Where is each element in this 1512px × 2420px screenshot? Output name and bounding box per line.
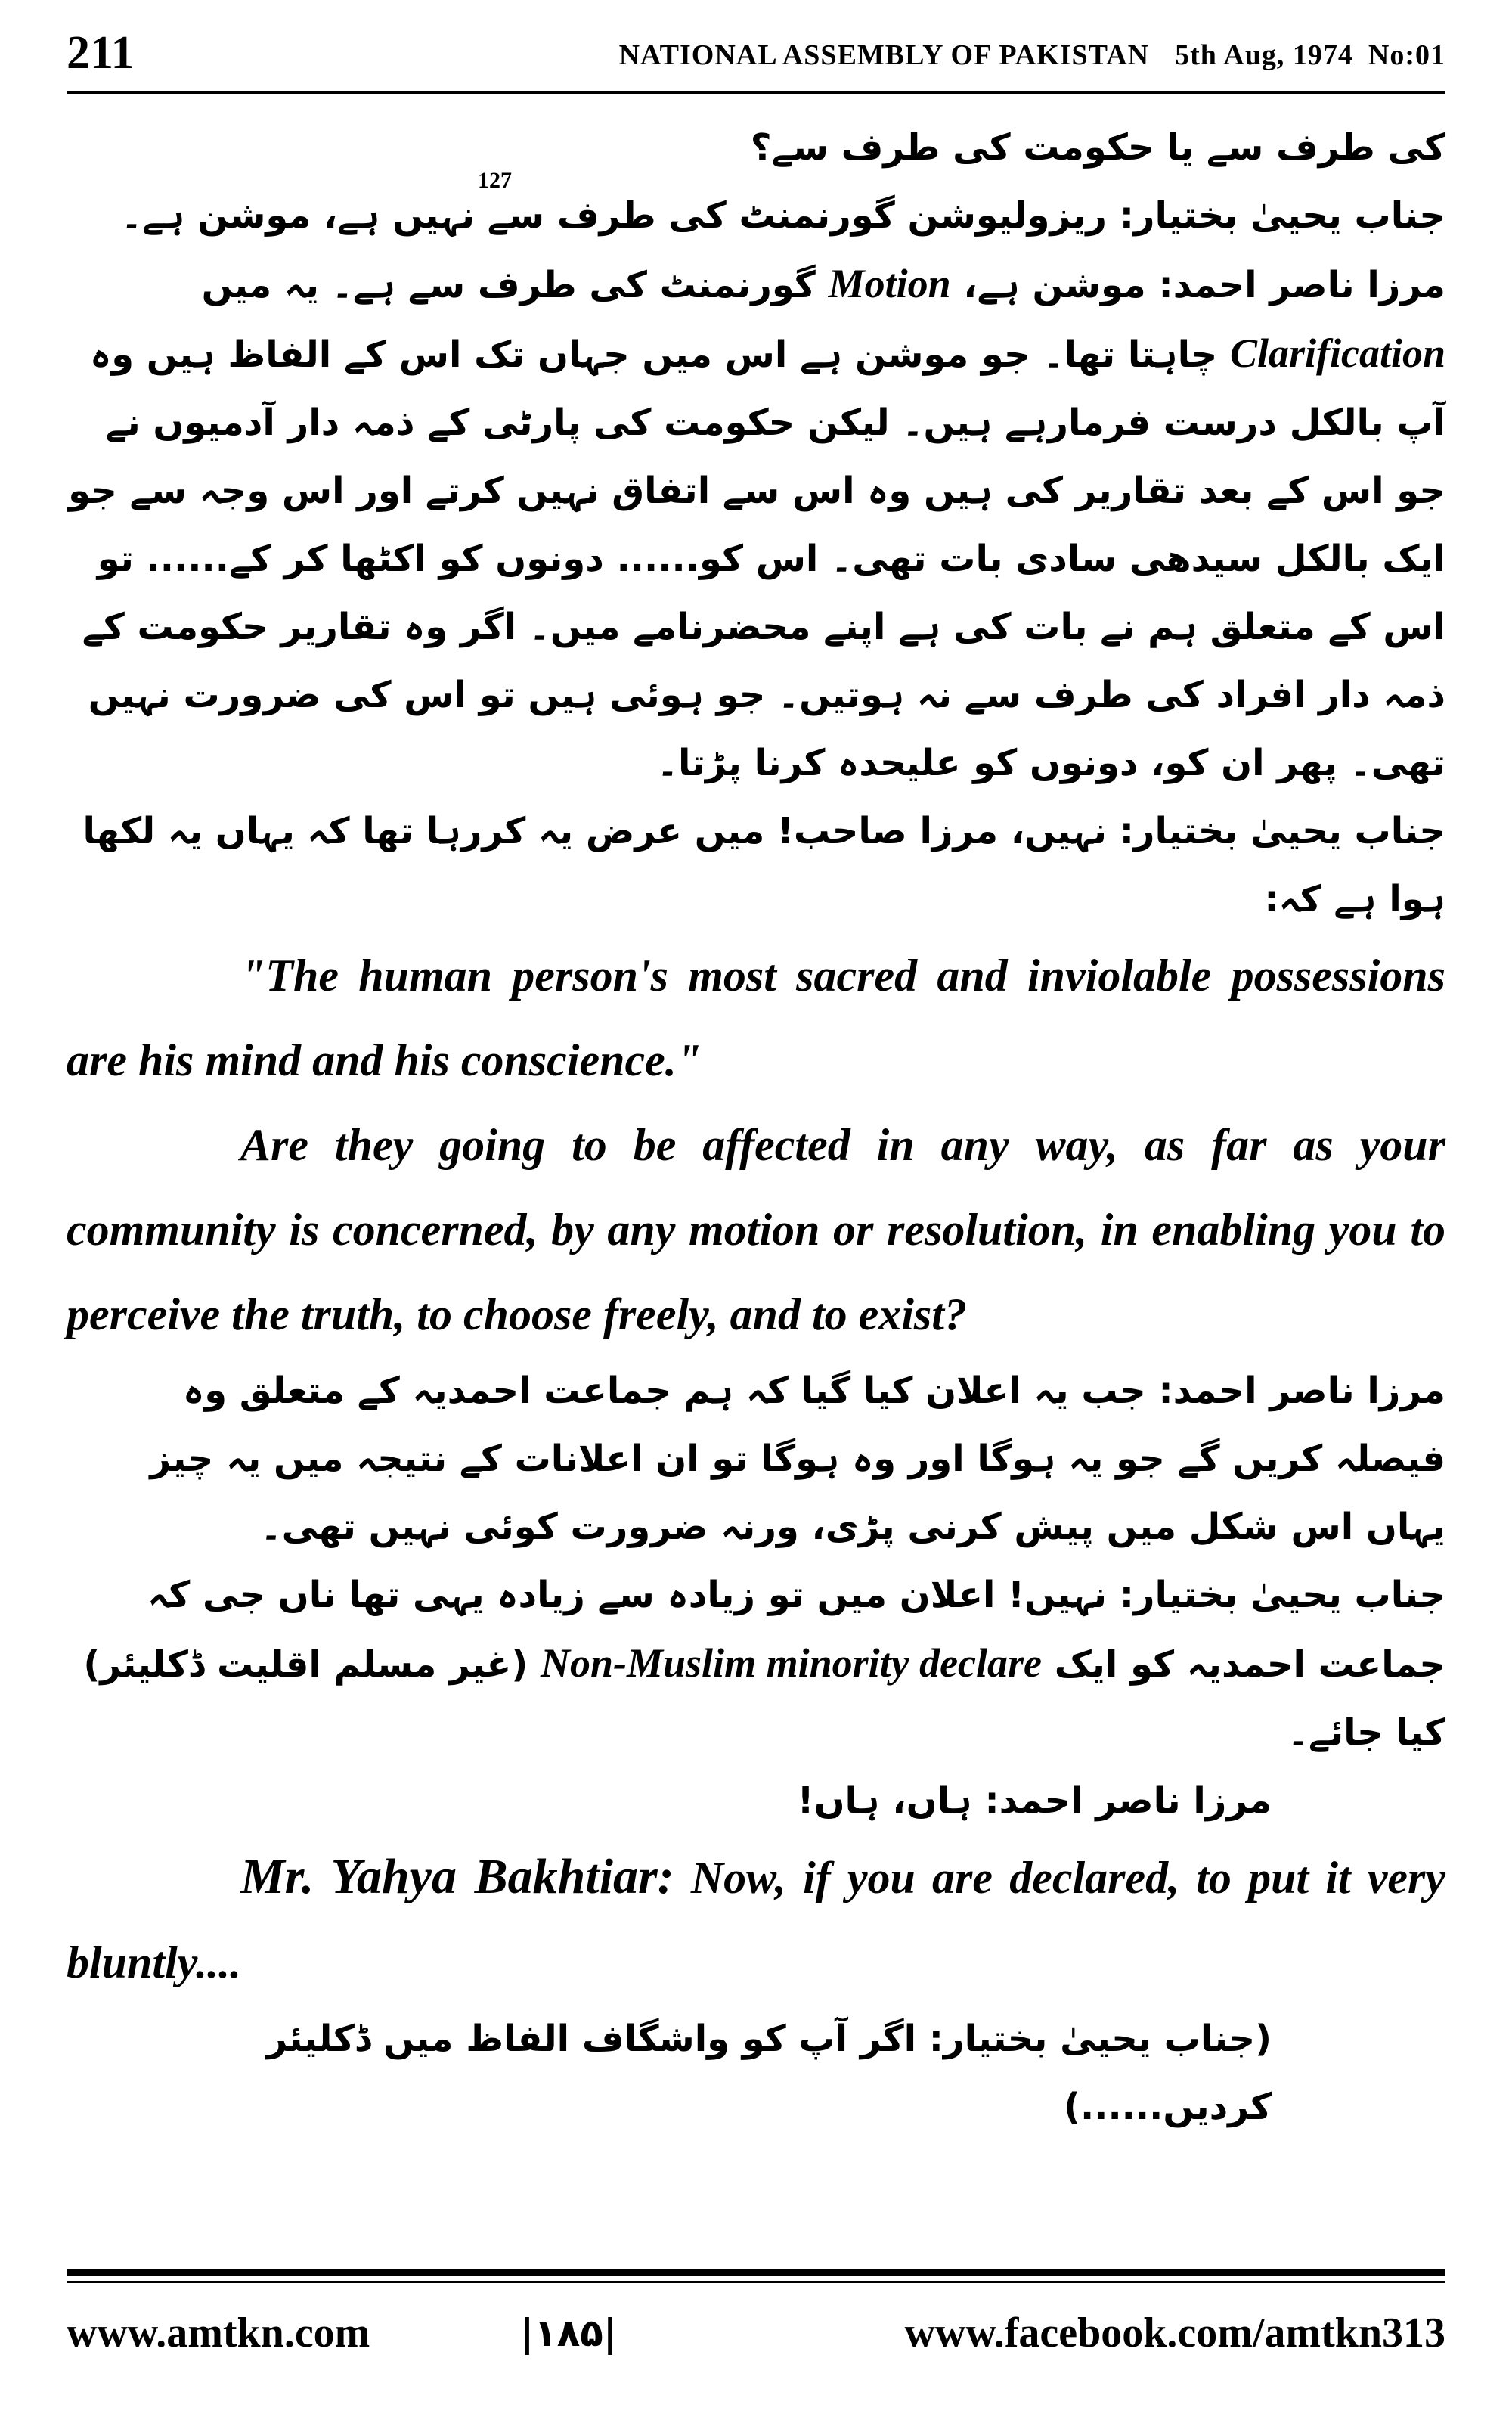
english-term: Non-Muslim minority declare [540, 1640, 1043, 1686]
paragraph-8: (جناب یحییٰ بختیار: اگر آپ کو واشگاف الفاظ میں ڈکلیئر کردیں......) [266, 2018, 1272, 2128]
english-statement [67, 1835, 1445, 2005]
paragraph-text: نہیں، مرزا صاحب! میں عرض یہ کررہا تھا کہ یہاں یہ لکھا ہوا ہے کہ: [82, 810, 1445, 920]
paragraph-text: چاہتا تھا۔ جو موشن ہے اس میں جہاں تک اس کے الفاظ ہیں وہ آپ بالکل درست فرمارہے ہیں۔ لیکن حکومت کی پارٹی کے ذمہ دار آدمیوں نے جو اس کے بعد تقاریر کی ہیں وہ اس سے اتفاق نہیں کرتے اور اس وجہ سے جو ایک بالکل سیدھی سادی بات تھی۔ اس کو...... دونوں کو اکٹھا کر کے...... تو اس کے متعلق ہم نے بات کی ہے اپنے محضرنامے میں۔ اگر وہ تقاریر حکومت کے ذمہ دار افراد کی طرف سے نہ ہوتیں۔ جو ہوئی ہیں تو اس کی ضرورت نہیں تھی۔ پھر ان کو، دونوں کو علیحدہ کرنا پڑتا۔ [68, 334, 1445, 784]
footer-website-link[interactable]: www.amtkn.com [67, 2310, 370, 2356]
page-header [67, 23, 1445, 83]
paragraph-text: ہاں، ہاں! [797, 1779, 972, 1822]
document-body [67, 113, 1445, 2141]
header-number: No:01 [1368, 39, 1445, 71]
paragraph-6 [67, 1561, 1445, 1767]
footer-rule-thin [67, 2281, 1445, 2283]
speaker-label: مرزا ناصر احمد: [1158, 264, 1445, 306]
paragraph-3 [67, 250, 1445, 797]
paragraph-7 [67, 1767, 1445, 1835]
english-question: Are they going to be affected in any way, as far as your community is concerned, by any motion or resolution, in enabling you to perceive the truth, to choose freely, and to exist? [67, 1120, 1445, 1339]
speaker-label: مرزا ناصر احمد: [1158, 1370, 1445, 1412]
quotation: "The human person's most sacred and inviolable possessions are his mind and his conscience." [67, 951, 1445, 1085]
paragraph-1: کی طرف سے یا حکومت کی طرف سے؟ [750, 126, 1445, 169]
english-term: Motion [828, 261, 951, 306]
paragraph-text: ریزولیوشن گورنمنٹ کی طرف سے نہیں ہے، موشن ہے۔ [120, 194, 1107, 237]
paragraph-text: (غیر مسلم اقلیت ڈکلیئر) کیا جائے۔ [83, 1643, 1445, 1754]
paragraph-5 [67, 1357, 1445, 1561]
header-rule [67, 91, 1445, 94]
page-number: 211 [67, 27, 135, 79]
speaker-label: جناب یحییٰ بختیار: [1119, 194, 1445, 237]
paragraph-text: موشن ہے، [963, 264, 1146, 306]
footer-facebook-link[interactable]: www.facebook.com/amtkn313 [904, 2310, 1445, 2356]
paragraph-4 [67, 797, 1445, 933]
speaker-label: مرزا ناصر احمد: [984, 1779, 1272, 1822]
english-speaker: Mr. Yahya Bakhtiar: [240, 1849, 674, 1904]
english-text: Now, if you are declared, to put it very bluntly.... [67, 1853, 1446, 1987]
paragraph-2-wrap [67, 168, 1445, 250]
footer-rule [67, 2269, 1445, 2276]
paragraph-text: جب یہ اعلان کیا گیا کہ ہم جماعت احمدیہ کے متعلق وہ فیصلہ کریں گے جو یہ ہوگا اور وہ ہوگا تو ان اعلانات کے نتیجہ میں یہ چیز یہاں اس شکل میں پیش کرنی پڑی، ورنہ ضرورت کوئی نہیں تھی۔ [150, 1370, 1445, 1548]
english-term: Clarification [1229, 330, 1445, 376]
footnote-marker: 127 [478, 168, 512, 193]
paragraph-2 [67, 182, 1445, 250]
speaker-label: جناب یحییٰ بختیار: [1119, 810, 1445, 852]
footer-page-number: |۱۸۵| [520, 2311, 618, 2355]
speaker-label: جناب یحییٰ بختیار: [1119, 1574, 1445, 1616]
paragraph-text: نہیں! اعلان میں تو زیادہ سے زیادہ یہی تھا ناں جی کہ جماعت احمدیہ کو ایک [147, 1574, 1445, 1686]
page-footer [67, 2299, 1445, 2367]
header-title: NATIONAL ASSEMBLY OF PAKISTAN [618, 39, 1150, 71]
header-date: 5th Aug, 1974 [1175, 39, 1353, 71]
paragraph-text: گورنمنٹ کی طرف سے ہے۔ یہ میں [201, 264, 816, 306]
header-title-line [593, 29, 1445, 82]
